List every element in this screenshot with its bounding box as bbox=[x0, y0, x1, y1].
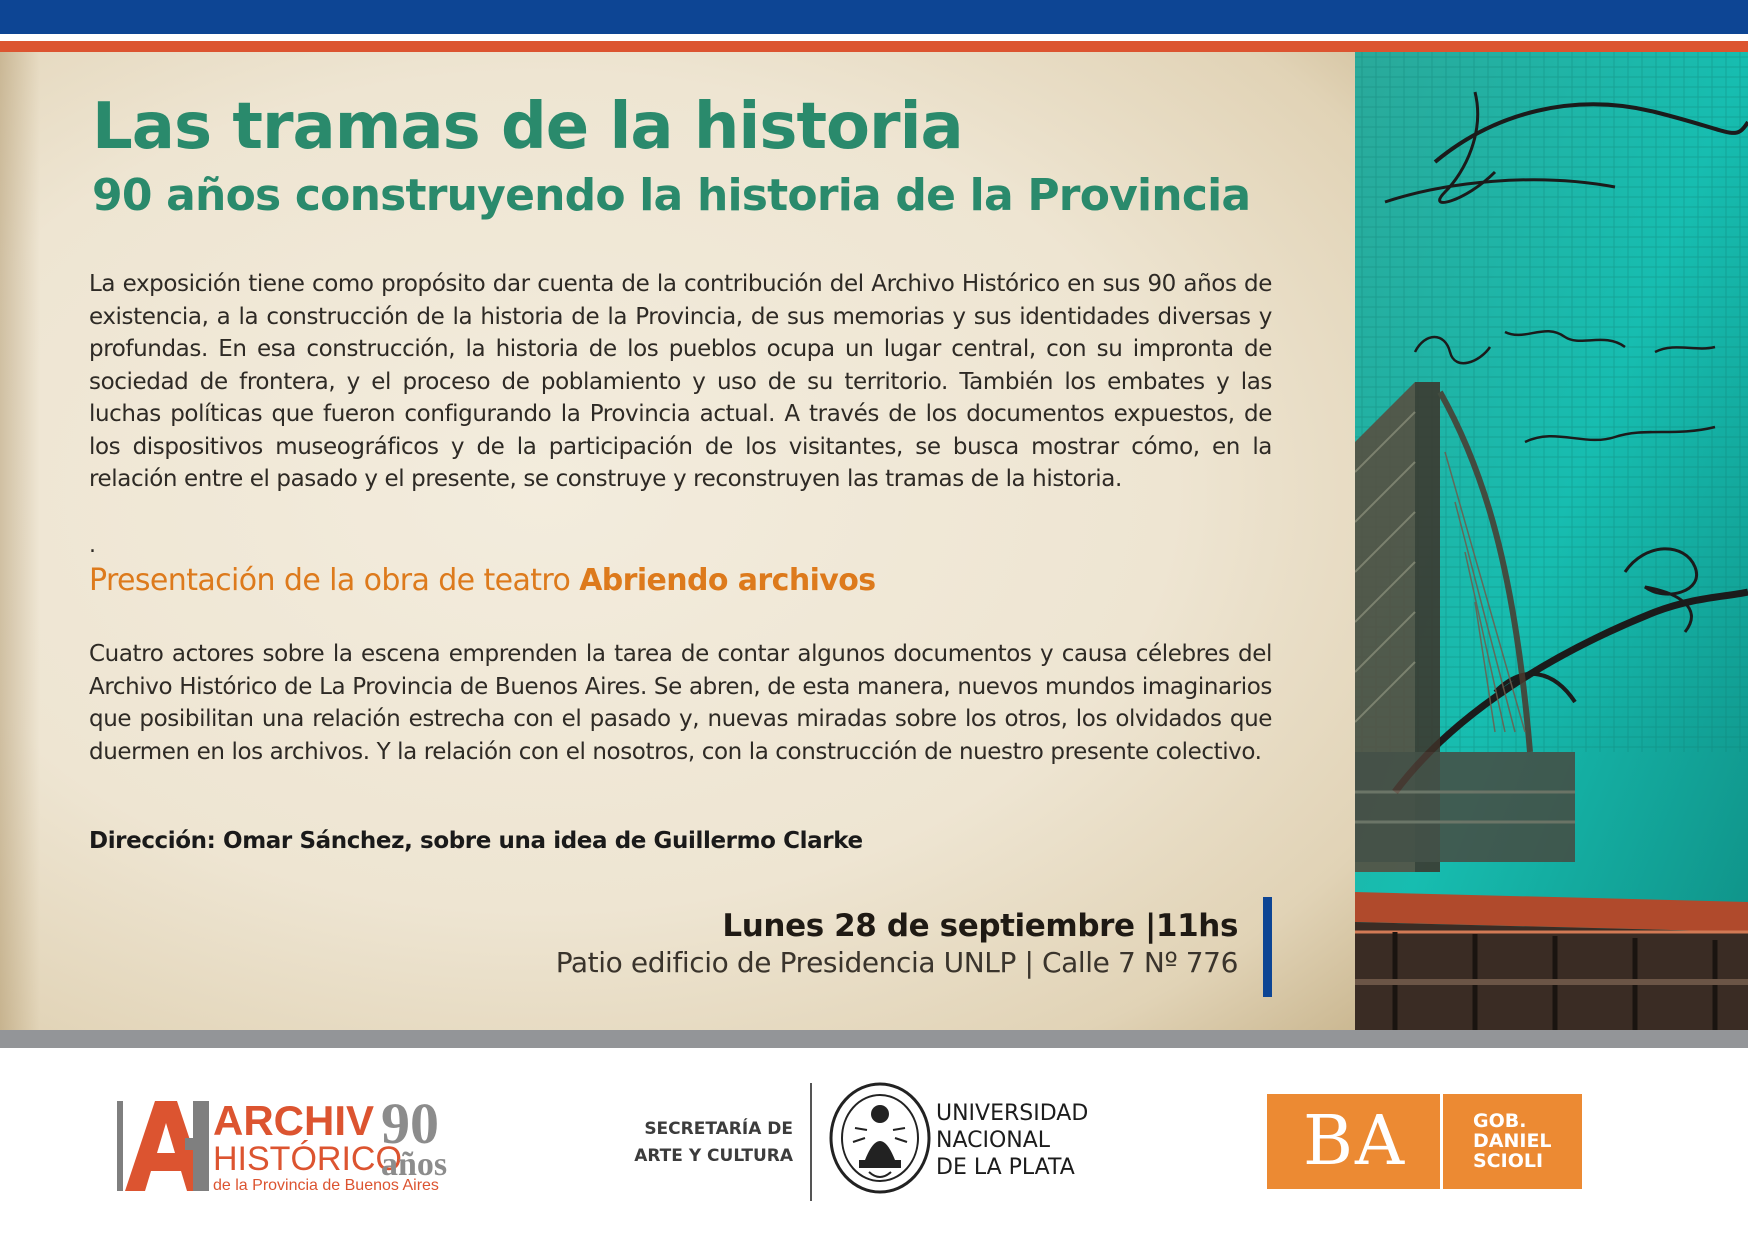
direction-credit: Dirección: Omar Sánchez, sobre una idea de Guillermo Clarke bbox=[89, 828, 863, 854]
ba-mark: BA bbox=[1303, 1102, 1407, 1181]
play-intro: Presentación de la obra de teatro bbox=[89, 563, 580, 598]
ba-gob-logo bbox=[1267, 1094, 1582, 1189]
separator-dot: . bbox=[89, 533, 96, 558]
gob-line3: SCIOLI bbox=[1473, 1150, 1544, 1172]
page-subtitle: 90 años construyendo la historia de la Provincia bbox=[92, 170, 1251, 221]
gob-line1: GOB. bbox=[1473, 1110, 1527, 1132]
top-blue-band bbox=[0, 0, 1748, 34]
play-heading bbox=[89, 563, 875, 598]
footer-gray-band bbox=[0, 1030, 1748, 1048]
unlp-line2: NACIONAL bbox=[936, 1128, 1051, 1153]
provincia-line: de la Provincia de Buenos Aires bbox=[213, 1177, 439, 1193]
event-venue: Patio edificio de Presidencia UNLP | Calle 7 Nº 776 bbox=[555, 946, 1238, 979]
footer-divider bbox=[810, 1083, 812, 1201]
archivo-word: ARCHIV bbox=[213, 1097, 375, 1144]
exhibition-description: La exposición tiene como propósito dar cuenta de la contribución del Archivo Histórico en sus 90 años de existencia, a la construcción de la historia de la Provincia, de sus memorias y sus identidades diversas y profundas. En esa construcción, la historia de los pueblos ocupa un lugar central, con su impronta de sociedad de frontera, y el proceso de poblamiento y uso de su territorio. También los embates y las luchas políticas que fueron configurando la Provincia actual. A través de los documentos expuestos, de los dispositivos museográficos y de la participación de los visitantes, se busca mostrar cómo, en la relación entre el pasado y el presente, se construye y reconstruyen las tramas de la historia. bbox=[89, 271, 1272, 492]
manuscript-bridge-artwork bbox=[1355, 52, 1748, 1030]
event-accent-bar bbox=[1263, 897, 1272, 997]
historico-word: HISTÓRICO bbox=[213, 1140, 402, 1178]
unlp-name bbox=[936, 1100, 1088, 1181]
event-date: Lunes 28 de septiembre |11hs bbox=[722, 908, 1238, 944]
top-white-stripe bbox=[0, 34, 1748, 41]
secretaria-arte-cultura bbox=[600, 1116, 793, 1170]
gob-line2: DANIEL bbox=[1473, 1130, 1552, 1152]
years-number: 90 bbox=[381, 1093, 439, 1156]
archivo-historico-logo bbox=[115, 1093, 605, 1193]
gob-scioli bbox=[1473, 1111, 1552, 1171]
ba-divider bbox=[1440, 1094, 1443, 1189]
top-orange-stripe bbox=[0, 41, 1748, 52]
secretaria-line1: SECRETARÍA DE bbox=[644, 1119, 793, 1139]
play-description: Cuatro actores sobre la escena emprenden la tarea de contar algunos documentos y causa célebres del Archivo Histórico de La Provincia de Buenos Aires. Se abren, de esta manera, nuevos mundos imaginarios que posibilitan una relación estrecha con el pasado y, nuevas miradas sobre los otros, los olvidados que duermen en los archivos. Y la relación con el nosotros, con la construcción de nuestro presente colectivo. bbox=[89, 641, 1272, 765]
play-title: Abriendo archivos bbox=[579, 563, 876, 598]
page-title: Las tramas de la historia bbox=[92, 90, 963, 164]
years-word: años bbox=[381, 1146, 448, 1183]
unlp-line1: UNIVERSIDAD bbox=[936, 1101, 1089, 1126]
secretaria-line2: ARTE Y CULTURA bbox=[634, 1146, 793, 1166]
artwork-panel bbox=[1355, 52, 1748, 1030]
unlp-seal-icon bbox=[829, 1082, 931, 1194]
unlp-line3: DE LA PLATA bbox=[936, 1155, 1075, 1180]
